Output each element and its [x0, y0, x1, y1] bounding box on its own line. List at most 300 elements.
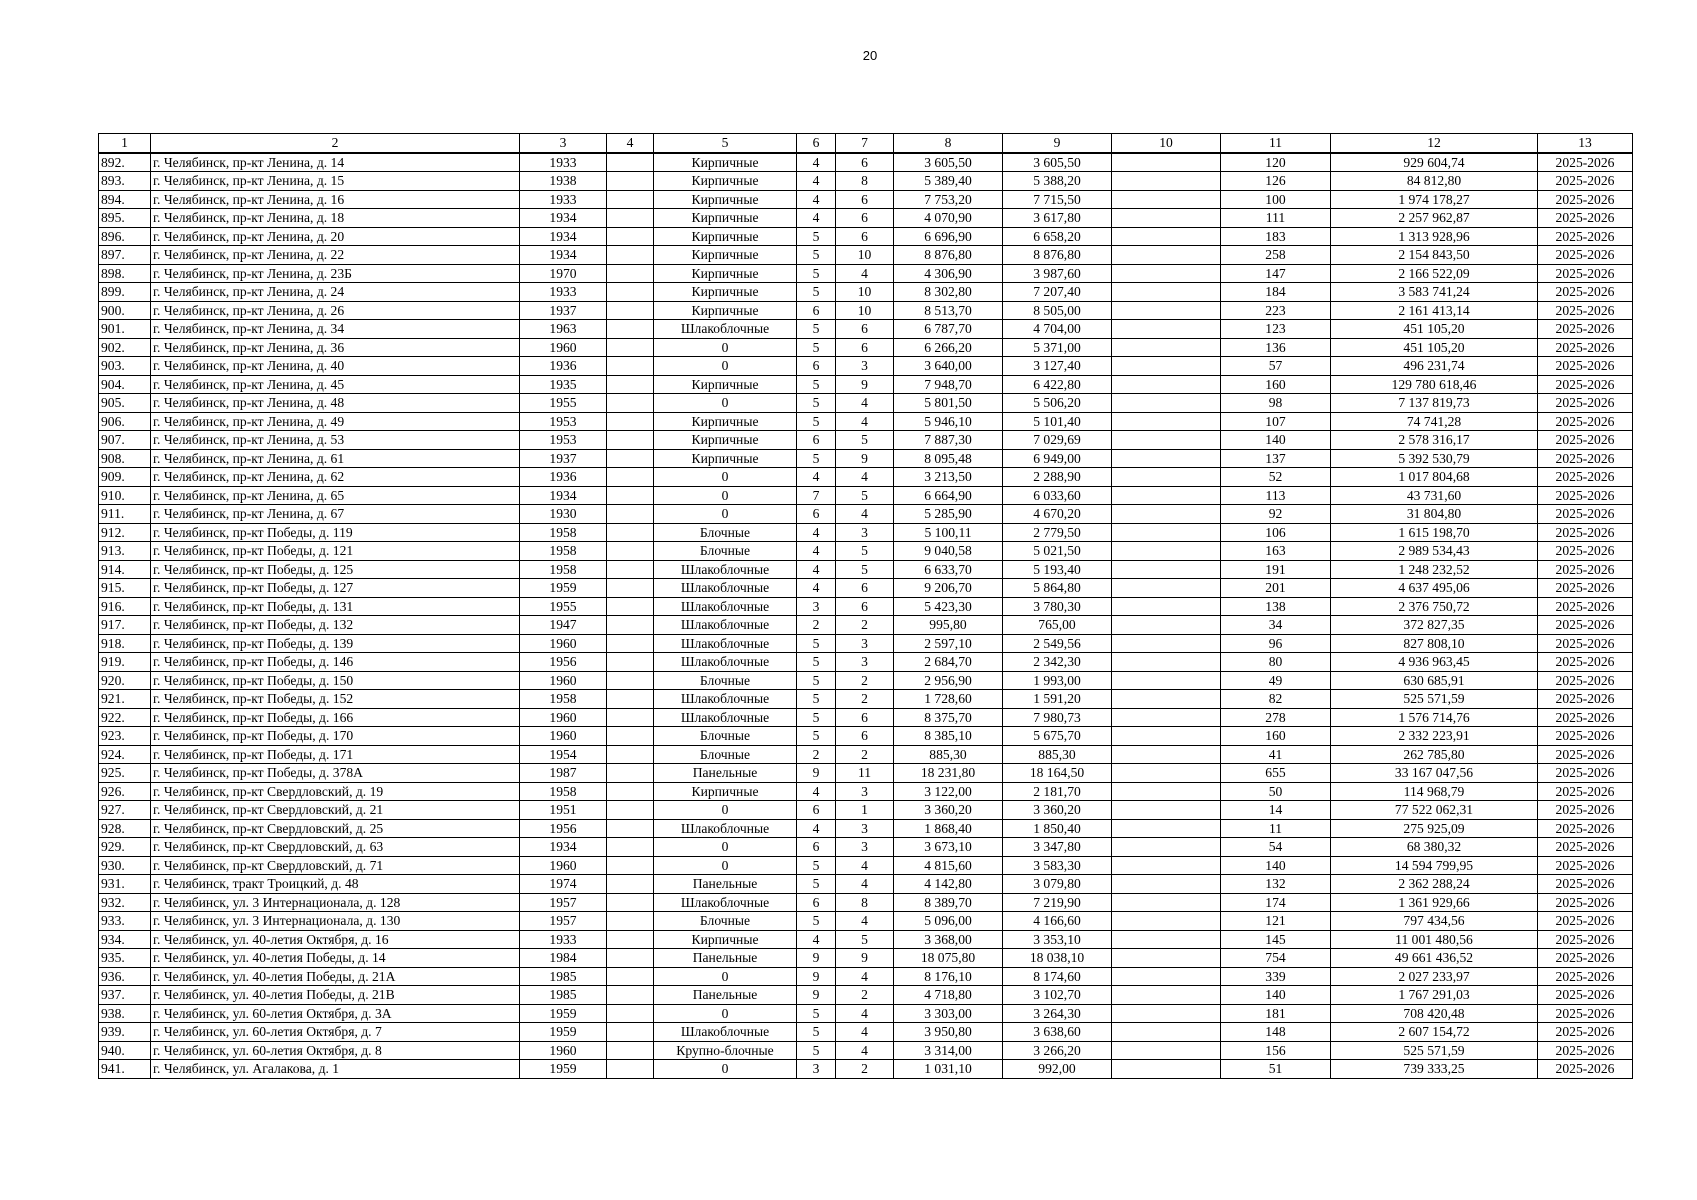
cell-floors: 4 — [797, 930, 836, 949]
cell-floors: 4 — [797, 172, 836, 191]
column-header: 7 — [836, 134, 894, 153]
column-header: 3 — [520, 134, 607, 153]
cell-col-4 — [607, 1060, 654, 1079]
cell-residents: 120 — [1221, 153, 1331, 172]
column-header: 5 — [654, 134, 797, 153]
cell-entrances: 6 — [836, 320, 894, 339]
cell-col-4 — [607, 542, 654, 561]
cell-row-number: 917. — [99, 616, 151, 635]
cell-period: 2025-2026 — [1538, 819, 1633, 838]
cell-residents: 339 — [1221, 967, 1331, 986]
cell-period: 2025-2026 — [1538, 264, 1633, 283]
cell-entrances: 6 — [836, 227, 894, 246]
cell-row-number: 922. — [99, 708, 151, 727]
cell-col-4 — [607, 616, 654, 635]
cell-wall-material: Шлакоблочные — [654, 690, 797, 709]
cell-col-4 — [607, 1004, 654, 1023]
cell-wall-material: Шлакоблочные — [654, 560, 797, 579]
table-row — [99, 560, 1633, 579]
table-row — [99, 486, 1633, 505]
cell-cost: 1 615 198,70 — [1331, 523, 1538, 542]
cell-address: г. Челябинск, ул. 40-летия Победы, д. 21В — [151, 986, 520, 1005]
cell-year-built: 1937 — [520, 301, 607, 320]
cell-col-10 — [1112, 468, 1221, 487]
cell-entrances: 5 — [836, 431, 894, 450]
cell-wall-material: 0 — [654, 967, 797, 986]
table-row — [99, 172, 1633, 191]
cell-year-built: 1963 — [520, 320, 607, 339]
table-row — [99, 745, 1633, 764]
cell-col-10 — [1112, 838, 1221, 857]
cell-wall-material: Кирпичные — [654, 264, 797, 283]
cell-residents: 49 — [1221, 671, 1331, 690]
cell-year-built: 1956 — [520, 819, 607, 838]
cell-residents: 11 — [1221, 819, 1331, 838]
cell-year-built: 1958 — [520, 523, 607, 542]
cell-cost: 2 257 962,87 — [1331, 209, 1538, 228]
cell-residents: 121 — [1221, 912, 1331, 931]
cell-col-10 — [1112, 412, 1221, 431]
cell-address: г. Челябинск, ул. 60-летия Октября, д. 7 — [151, 1023, 520, 1042]
cell-residents: 138 — [1221, 597, 1331, 616]
table-row — [99, 301, 1633, 320]
cell-col-4 — [607, 283, 654, 302]
cell-wall-material: Кирпичные — [654, 301, 797, 320]
cell-total-area: 5 285,90 — [894, 505, 1003, 524]
cell-residents: 174 — [1221, 893, 1331, 912]
cell-entrances: 5 — [836, 930, 894, 949]
table-row — [99, 153, 1633, 172]
cell-wall-material: Панельные — [654, 986, 797, 1005]
cell-col-10 — [1112, 856, 1221, 875]
cell-living-area: 4 704,00 — [1003, 320, 1112, 339]
cell-total-area: 4 815,60 — [894, 856, 1003, 875]
table-row — [99, 542, 1633, 561]
cell-year-built: 1984 — [520, 949, 607, 968]
cell-row-number: 906. — [99, 412, 151, 431]
cell-year-built: 1947 — [520, 616, 607, 635]
cell-cost: 31 804,80 — [1331, 505, 1538, 524]
cell-residents: 163 — [1221, 542, 1331, 561]
cell-total-area: 7 887,30 — [894, 431, 1003, 450]
cell-period: 2025-2026 — [1538, 579, 1633, 598]
cell-living-area: 2 288,90 — [1003, 468, 1112, 487]
cell-col-10 — [1112, 727, 1221, 746]
cell-entrances: 3 — [836, 634, 894, 653]
cell-row-number: 921. — [99, 690, 151, 709]
cell-period: 2025-2026 — [1538, 227, 1633, 246]
housing-registry-table — [98, 133, 1633, 1079]
table-row — [99, 949, 1633, 968]
cell-period: 2025-2026 — [1538, 967, 1633, 986]
cell-residents: 183 — [1221, 227, 1331, 246]
cell-col-4 — [607, 1023, 654, 1042]
cell-entrances: 9 — [836, 449, 894, 468]
cell-total-area: 7 753,20 — [894, 190, 1003, 209]
cell-living-area: 3 266,20 — [1003, 1041, 1112, 1060]
cell-wall-material: 0 — [654, 357, 797, 376]
cell-row-number: 925. — [99, 764, 151, 783]
cell-address: г. Челябинск, пр-кт Победы, д. 127 — [151, 579, 520, 598]
cell-residents: 140 — [1221, 856, 1331, 875]
cell-total-area: 5 389,40 — [894, 172, 1003, 191]
column-header: 4 — [607, 134, 654, 153]
cell-address: г. Челябинск, пр-кт Победы, д. 146 — [151, 653, 520, 672]
cell-address: г. Челябинск, ул. 3 Интернационала, д. 128 — [151, 893, 520, 912]
table-row — [99, 597, 1633, 616]
cell-living-area: 3 347,80 — [1003, 838, 1112, 857]
table-row — [99, 838, 1633, 857]
cell-living-area: 2 549,56 — [1003, 634, 1112, 653]
cell-residents: 100 — [1221, 190, 1331, 209]
cell-entrances: 6 — [836, 209, 894, 228]
cell-year-built: 1934 — [520, 838, 607, 857]
cell-residents: 111 — [1221, 209, 1331, 228]
cell-wall-material: Кирпичные — [654, 246, 797, 265]
cell-residents: 57 — [1221, 357, 1331, 376]
cell-entrances: 4 — [836, 412, 894, 431]
cell-col-4 — [607, 875, 654, 894]
cell-total-area: 995,80 — [894, 616, 1003, 635]
cell-residents: 113 — [1221, 486, 1331, 505]
cell-year-built: 1938 — [520, 172, 607, 191]
cell-year-built: 1935 — [520, 375, 607, 394]
cell-entrances: 6 — [836, 153, 894, 172]
cell-floors: 3 — [797, 1060, 836, 1079]
cell-col-4 — [607, 838, 654, 857]
cell-col-4 — [607, 449, 654, 468]
cell-col-10 — [1112, 320, 1221, 339]
column-header: 12 — [1331, 134, 1538, 153]
cell-residents: 223 — [1221, 301, 1331, 320]
cell-period: 2025-2026 — [1538, 912, 1633, 931]
cell-living-area: 3 264,30 — [1003, 1004, 1112, 1023]
cell-floors: 5 — [797, 264, 836, 283]
cell-living-area: 6 033,60 — [1003, 486, 1112, 505]
cell-living-area: 3 353,10 — [1003, 930, 1112, 949]
cell-period: 2025-2026 — [1538, 949, 1633, 968]
cell-col-4 — [607, 190, 654, 209]
column-header: 11 — [1221, 134, 1331, 153]
cell-col-4 — [607, 708, 654, 727]
cell-residents: 137 — [1221, 449, 1331, 468]
cell-total-area: 3 950,80 — [894, 1023, 1003, 1042]
cell-cost: 2 362 288,24 — [1331, 875, 1538, 894]
cell-col-4 — [607, 653, 654, 672]
cell-period: 2025-2026 — [1538, 209, 1633, 228]
cell-floors: 4 — [797, 782, 836, 801]
table-row — [99, 764, 1633, 783]
cell-wall-material: Шлакоблочные — [654, 320, 797, 339]
cell-cost: 2 332 223,91 — [1331, 727, 1538, 746]
cell-entrances: 4 — [836, 1041, 894, 1060]
cell-entrances: 2 — [836, 986, 894, 1005]
cell-year-built: 1960 — [520, 856, 607, 875]
cell-col-4 — [607, 431, 654, 450]
cell-residents: 126 — [1221, 172, 1331, 191]
cell-residents: 80 — [1221, 653, 1331, 672]
cell-col-10 — [1112, 1041, 1221, 1060]
cell-year-built: 1959 — [520, 579, 607, 598]
cell-entrances: 3 — [836, 819, 894, 838]
cell-col-4 — [607, 745, 654, 764]
cell-col-10 — [1112, 1023, 1221, 1042]
cell-living-area: 5 193,40 — [1003, 560, 1112, 579]
cell-entrances: 4 — [836, 1004, 894, 1023]
cell-total-area: 6 787,70 — [894, 320, 1003, 339]
table-row — [99, 819, 1633, 838]
cell-period: 2025-2026 — [1538, 764, 1633, 783]
cell-cost: 929 604,74 — [1331, 153, 1538, 172]
cell-total-area: 1 728,60 — [894, 690, 1003, 709]
cell-year-built: 1954 — [520, 745, 607, 764]
cell-address: г. Челябинск, пр-кт Победы, д. 125 — [151, 560, 520, 579]
cell-row-number: 907. — [99, 431, 151, 450]
cell-wall-material: Блочные — [654, 671, 797, 690]
cell-living-area: 3 079,80 — [1003, 875, 1112, 894]
cell-cost: 2 578 316,17 — [1331, 431, 1538, 450]
cell-row-number: 926. — [99, 782, 151, 801]
cell-floors: 4 — [797, 542, 836, 561]
cell-entrances: 5 — [836, 486, 894, 505]
cell-address: г. Челябинск, пр-кт Ленина, д. 67 — [151, 505, 520, 524]
cell-col-4 — [607, 209, 654, 228]
table-body — [99, 153, 1633, 1079]
cell-living-area: 4 166,60 — [1003, 912, 1112, 931]
cell-residents: 181 — [1221, 1004, 1331, 1023]
cell-address: г. Челябинск, тракт Троицкий, д. 48 — [151, 875, 520, 894]
cell-living-area: 1 850,40 — [1003, 819, 1112, 838]
cell-cost: 739 333,25 — [1331, 1060, 1538, 1079]
cell-entrances: 5 — [836, 542, 894, 561]
cell-wall-material: Блочные — [654, 727, 797, 746]
cell-total-area: 8 176,10 — [894, 967, 1003, 986]
cell-period: 2025-2026 — [1538, 172, 1633, 191]
cell-living-area: 8 505,00 — [1003, 301, 1112, 320]
cell-col-4 — [607, 468, 654, 487]
cell-year-built: 1934 — [520, 486, 607, 505]
cell-total-area: 8 302,80 — [894, 283, 1003, 302]
cell-living-area: 7 207,40 — [1003, 283, 1112, 302]
cell-floors: 6 — [797, 838, 836, 857]
cell-floors: 6 — [797, 301, 836, 320]
cell-floors: 5 — [797, 394, 836, 413]
cell-address: г. Челябинск, пр-кт Победы, д. 132 — [151, 616, 520, 635]
cell-entrances: 2 — [836, 690, 894, 709]
cell-total-area: 2 597,10 — [894, 634, 1003, 653]
cell-wall-material: Блочные — [654, 523, 797, 542]
table-row — [99, 412, 1633, 431]
cell-row-number: 902. — [99, 338, 151, 357]
cell-floors: 5 — [797, 856, 836, 875]
cell-row-number: 941. — [99, 1060, 151, 1079]
cell-residents: 754 — [1221, 949, 1331, 968]
cell-cost: 129 780 618,46 — [1331, 375, 1538, 394]
cell-year-built: 1970 — [520, 264, 607, 283]
cell-wall-material: 0 — [654, 505, 797, 524]
table-row — [99, 468, 1633, 487]
cell-year-built: 1953 — [520, 412, 607, 431]
cell-period: 2025-2026 — [1538, 560, 1633, 579]
cell-entrances: 4 — [836, 505, 894, 524]
table-row — [99, 986, 1633, 1005]
cell-total-area: 3 360,20 — [894, 801, 1003, 820]
cell-col-4 — [607, 967, 654, 986]
cell-floors: 5 — [797, 1004, 836, 1023]
cell-year-built: 1933 — [520, 283, 607, 302]
cell-period: 2025-2026 — [1538, 838, 1633, 857]
cell-total-area: 9 206,70 — [894, 579, 1003, 598]
cell-period: 2025-2026 — [1538, 523, 1633, 542]
cell-living-area: 5 388,20 — [1003, 172, 1112, 191]
cell-year-built: 1958 — [520, 690, 607, 709]
cell-total-area: 5 096,00 — [894, 912, 1003, 931]
cell-address: г. Челябинск, пр-кт Ленина, д. 14 — [151, 153, 520, 172]
cell-row-number: 933. — [99, 912, 151, 931]
cell-address: г. Челябинск, пр-кт Ленина, д. 15 — [151, 172, 520, 191]
cell-period: 2025-2026 — [1538, 449, 1633, 468]
cell-entrances: 10 — [836, 301, 894, 320]
cell-floors: 2 — [797, 745, 836, 764]
cell-living-area: 7 029,69 — [1003, 431, 1112, 450]
table-row — [99, 375, 1633, 394]
cell-period: 2025-2026 — [1538, 505, 1633, 524]
cell-address: г. Челябинск, пр-кт Свердловский, д. 19 — [151, 782, 520, 801]
table-row — [99, 449, 1633, 468]
header-row — [99, 134, 1633, 153]
cell-year-built: 1936 — [520, 468, 607, 487]
cell-row-number: 894. — [99, 190, 151, 209]
cell-entrances: 11 — [836, 764, 894, 783]
cell-year-built: 1930 — [520, 505, 607, 524]
cell-period: 2025-2026 — [1538, 708, 1633, 727]
cell-floors: 6 — [797, 431, 836, 450]
cell-wall-material: 0 — [654, 468, 797, 487]
cell-period: 2025-2026 — [1538, 782, 1633, 801]
cell-address: г. Челябинск, пр-кт Ленина, д. 53 — [151, 431, 520, 450]
cell-residents: 82 — [1221, 690, 1331, 709]
cell-col-10 — [1112, 967, 1221, 986]
cell-residents: 98 — [1221, 394, 1331, 413]
cell-cost: 2 166 522,09 — [1331, 264, 1538, 283]
table-row — [99, 856, 1633, 875]
cell-col-10 — [1112, 227, 1221, 246]
cell-col-10 — [1112, 542, 1221, 561]
table-row — [99, 1060, 1633, 1079]
cell-col-10 — [1112, 449, 1221, 468]
cell-living-area: 2 181,70 — [1003, 782, 1112, 801]
cell-wall-material: Кирпичные — [654, 209, 797, 228]
cell-address: г. Челябинск, ул. 40-летия Победы, д. 21А — [151, 967, 520, 986]
cell-total-area: 4 306,90 — [894, 264, 1003, 283]
cell-period: 2025-2026 — [1538, 320, 1633, 339]
cell-col-4 — [607, 227, 654, 246]
cell-wall-material: 0 — [654, 1004, 797, 1023]
cell-living-area: 3 617,80 — [1003, 209, 1112, 228]
cell-residents: 160 — [1221, 375, 1331, 394]
cell-wall-material: Шлакоблочные — [654, 634, 797, 653]
cell-total-area: 885,30 — [894, 745, 1003, 764]
cell-address: г. Челябинск, пр-кт Ленина, д. 23Б — [151, 264, 520, 283]
cell-cost: 2 154 843,50 — [1331, 246, 1538, 265]
cell-residents: 14 — [1221, 801, 1331, 820]
cell-living-area: 8 174,60 — [1003, 967, 1112, 986]
cell-address: г. Челябинск, пр-кт Свердловский, д. 63 — [151, 838, 520, 857]
cell-living-area: 5 675,70 — [1003, 727, 1112, 746]
cell-entrances: 4 — [836, 856, 894, 875]
cell-living-area: 8 876,80 — [1003, 246, 1112, 265]
cell-address: г. Челябинск, пр-кт Победы, д. 119 — [151, 523, 520, 542]
cell-address: г. Челябинск, ул. 3 Интернационала, д. 130 — [151, 912, 520, 931]
table-row — [99, 930, 1633, 949]
cell-living-area: 2 342,30 — [1003, 653, 1112, 672]
cell-floors: 5 — [797, 875, 836, 894]
cell-wall-material: Шлакоблочные — [654, 579, 797, 598]
cell-entrances: 4 — [836, 967, 894, 986]
cell-total-area: 3 673,10 — [894, 838, 1003, 857]
cell-col-10 — [1112, 375, 1221, 394]
cell-col-10 — [1112, 394, 1221, 413]
cell-entrances: 2 — [836, 745, 894, 764]
cell-period: 2025-2026 — [1538, 394, 1633, 413]
cell-living-area: 3 987,60 — [1003, 264, 1112, 283]
cell-living-area: 3 127,40 — [1003, 357, 1112, 376]
cell-cost: 2 989 534,43 — [1331, 542, 1538, 561]
cell-year-built: 1960 — [520, 708, 607, 727]
table-row — [99, 320, 1633, 339]
table-row — [99, 967, 1633, 986]
cell-floors: 5 — [797, 283, 836, 302]
cell-living-area: 885,30 — [1003, 745, 1112, 764]
cell-period: 2025-2026 — [1538, 412, 1633, 431]
cell-wall-material: Блочные — [654, 912, 797, 931]
table-row — [99, 893, 1633, 912]
cell-total-area: 8 095,48 — [894, 449, 1003, 468]
cell-floors: 9 — [797, 986, 836, 1005]
cell-cost: 11 001 480,56 — [1331, 930, 1538, 949]
cell-cost: 7 137 819,73 — [1331, 394, 1538, 413]
cell-col-10 — [1112, 486, 1221, 505]
cell-col-4 — [607, 264, 654, 283]
cell-entrances: 3 — [836, 782, 894, 801]
cell-floors: 5 — [797, 412, 836, 431]
cell-period: 2025-2026 — [1538, 653, 1633, 672]
cell-floors: 4 — [797, 468, 836, 487]
cell-cost: 797 434,56 — [1331, 912, 1538, 931]
table-row — [99, 227, 1633, 246]
table-row — [99, 634, 1633, 653]
cell-total-area: 6 633,70 — [894, 560, 1003, 579]
cell-wall-material: Кирпичные — [654, 190, 797, 209]
cell-wall-material: 0 — [654, 1060, 797, 1079]
table-row — [99, 671, 1633, 690]
cell-col-4 — [607, 301, 654, 320]
cell-entrances: 6 — [836, 338, 894, 357]
cell-residents: 145 — [1221, 930, 1331, 949]
cell-wall-material: Кирпичные — [654, 375, 797, 394]
cell-floors: 4 — [797, 579, 836, 598]
cell-year-built: 1959 — [520, 1060, 607, 1079]
cell-cost: 451 105,20 — [1331, 338, 1538, 357]
cell-address: г. Челябинск, пр-кт Свердловский, д. 25 — [151, 819, 520, 838]
cell-address: г. Челябинск, пр-кт Победы, д. 378А — [151, 764, 520, 783]
cell-wall-material: 0 — [654, 394, 797, 413]
cell-residents: 140 — [1221, 986, 1331, 1005]
cell-residents: 132 — [1221, 875, 1331, 894]
cell-cost: 84 812,80 — [1331, 172, 1538, 191]
cell-row-number: 929. — [99, 838, 151, 857]
cell-address: г. Челябинск, пр-кт Ленина, д. 20 — [151, 227, 520, 246]
